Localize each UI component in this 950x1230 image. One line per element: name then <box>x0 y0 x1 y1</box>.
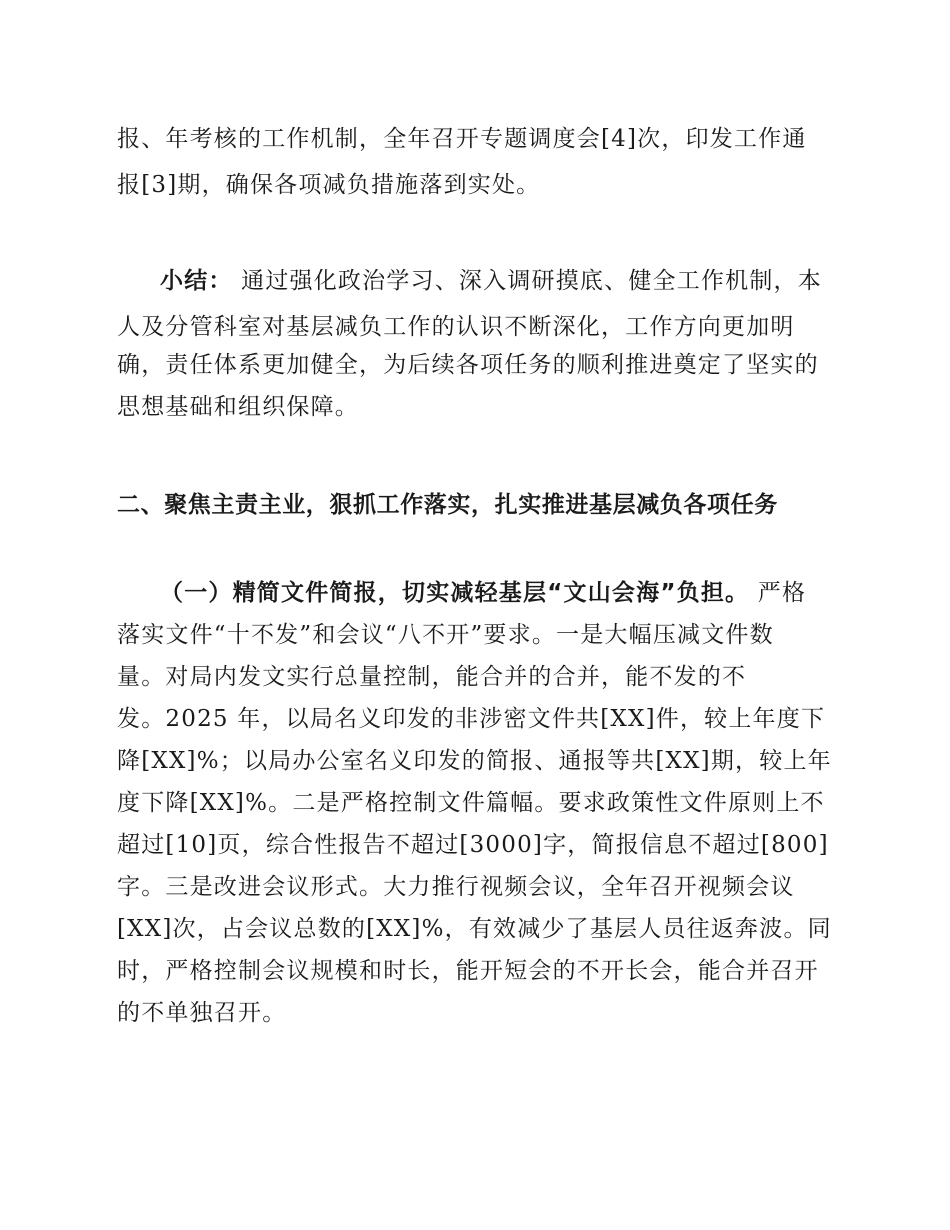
subsection-first-line <box>160 578 806 608</box>
subsection-line: 落实文件“十不发”和会议“八不开”要求。一是大幅压减文件数 <box>117 622 774 648</box>
subsection-title: （一）精简文件简报，切实减轻基层“文山会海”负担。 <box>160 580 750 606</box>
section-heading: 二、聚焦主责主业，狠抓工作落实，扎实推进基层减负各项任务 <box>117 492 778 518</box>
subsection-text: 严格 <box>749 580 807 606</box>
summary-line: 确，责任体系更加健全，为后续各项任务的顺利推进奠定了坚实的 <box>117 352 819 378</box>
subsection-line: [XX]次，占会议总数的[XX]%，有效减少了基层人员往返奔波。同 <box>117 916 832 942</box>
subsection-line: 发。2025 年，以局名义印发的非涉密文件共[XX]件，较上年度下 <box>117 706 826 732</box>
summary-label: 小结： <box>160 268 233 294</box>
subsection-line: 的不单独召开。 <box>117 1000 287 1026</box>
subsection-line: 量。对局内发文实行总量控制，能合并的合并，能不发的不 <box>117 664 747 690</box>
paragraph-line: 报[3]期，确保各项减负措施落到实处。 <box>117 172 541 198</box>
paragraph-line: 报、年考核的工作机制，全年召开专题调度会[4]次，印发工作通 <box>117 126 807 152</box>
subsection-line: 字。三是改进会议形式。大力推行视频会议，全年召开视频会议 <box>117 874 795 900</box>
subsection-line: 降[XX]%；以局办公室名义印发的简报、通报等共[XX]期，较上年 <box>117 748 832 774</box>
summary-line: 思想基础和组织保障。 <box>117 394 359 420</box>
summary-first-line <box>160 266 822 296</box>
subsection-line: 超过[10]页，综合性报告不超过[3000]字，简报信息不超过[800] <box>117 832 829 858</box>
subsection-line: 时，严格控制会议规模和时长，能开短会的不开长会，能合并召开 <box>117 958 819 984</box>
summary-line: 人及分管科室对基层减负工作的认识不断深化，工作方向更加明 <box>117 314 795 340</box>
subsection-line: 度下降[XX]%。二是严格控制文件篇幅。要求政策性文件原则上不 <box>117 790 825 816</box>
summary-text: 通过强化政治学习、深入调研摸底、健全工作机制，本 <box>232 268 822 294</box>
